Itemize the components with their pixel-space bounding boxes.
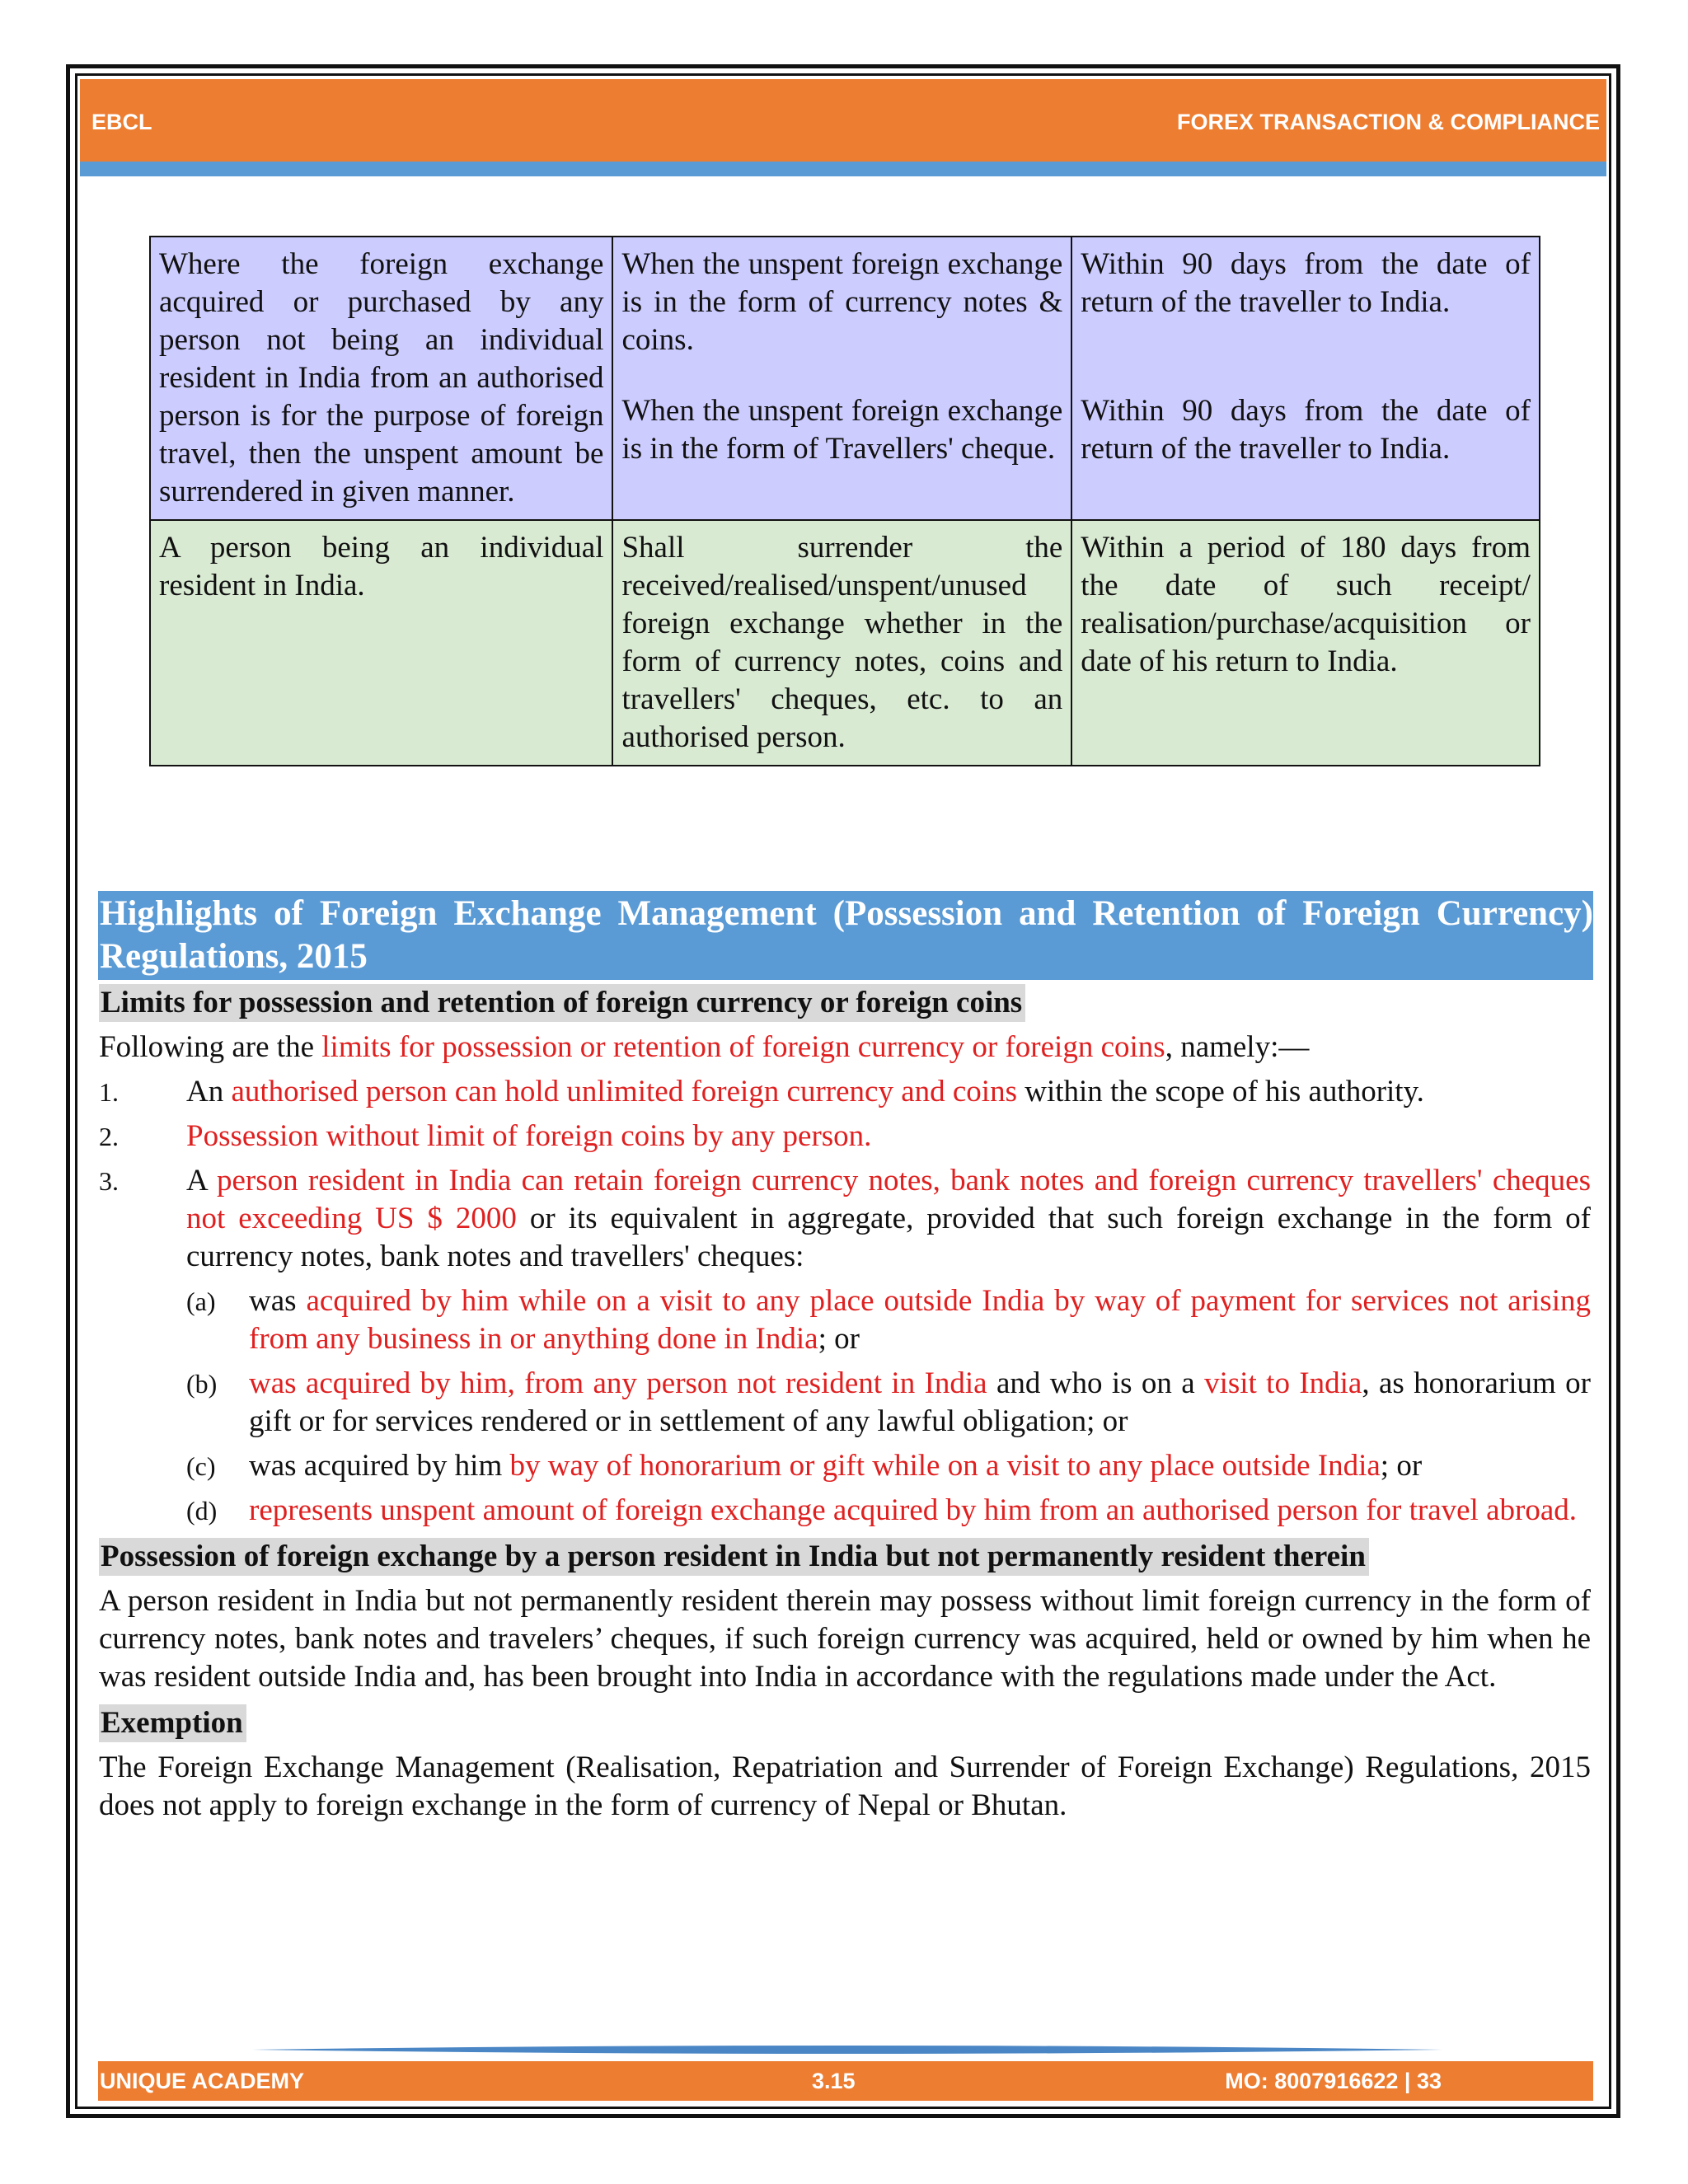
- table-row: [150, 520, 1540, 766]
- cell-text: When the unspent foreign exchange is in the form of Travellers' cheque.: [621, 394, 1063, 466]
- page-footer: [98, 2061, 1593, 2101]
- subheading-limits: Limits for possession and retention of foreign currency or foreign coins: [99, 984, 1025, 1022]
- list-item: 3. A person resident in India can retain foreign currency notes, bank notes and foreign currency travellers' cheques not exceeding US $ 2000 or its equivalent in aggregate, provided that such foreign exchange in the form of currency notes, bank notes and travellers' cheques:: [99, 1164, 1591, 1273]
- list-item: (b) was acquired by him, from any person not resident in India and who is on a visit to India, as honorarium or gift or for services rendered or in settlement of any lawful obligation; or: [186, 1366, 1591, 1438]
- page-number: 3.15: [812, 2069, 856, 2093]
- cell-text: Within 90 days from the date of return of the traveller to India.: [1081, 394, 1531, 466]
- list-item: (d) represents unspent amount of foreign exchange acquired by him from an authorised person for travel abroad.: [186, 1493, 1577, 1527]
- subheading-possession: Possession of foreign exchange by a person resident in India but not permanently resident therein: [99, 1538, 1369, 1576]
- cell-text: When the unspent foreign exchange is in the form of currency notes & coins.: [621, 247, 1063, 357]
- surrender-table: [149, 236, 1540, 766]
- section-heading: Highlights of Foreign Exchange Management (Possession and Retention of Foreign Currency) Regulations, 2015: [98, 891, 1593, 980]
- table-cell: Where the foreign exchange acquired or purchased by any person not being an individual resident in India from an authorised person is for the purpose of foreign travel, then the unspent amount be surrendered in given manner.: [150, 237, 612, 520]
- exemption-paragraph: The Foreign Exchange Management (Realisation, Repatriation and Surrender of Foreign Exchange) Regulations, 2015 does not apply to foreign exchange in the form of currency of Nepal or Bhutan.: [99, 1750, 1591, 1822]
- table-cell: [1071, 237, 1540, 520]
- list-item: (c) was acquired by him by way of honorarium or gift while on a visit to any place outside India; or: [186, 1449, 1423, 1483]
- list-item: 2. Possession without limit of foreign coins by any person.: [99, 1119, 872, 1153]
- table-cell: [612, 237, 1071, 520]
- footer-left: UNIQUE ACADEMY: [100, 2069, 305, 2093]
- footer-right: MO: 8007916622 | 33: [1225, 2069, 1442, 2093]
- table-cell: Shall surrender the received/realised/unspent/unused foreign exchange whether in the form of currency notes, coins and travellers' cheques, etc. to an authorised person.: [612, 520, 1071, 766]
- subheading-exemption: Exemption: [99, 1704, 246, 1742]
- header-stripe: [80, 162, 1606, 176]
- footer-divider: [252, 2044, 1442, 2055]
- intro-paragraph: Following are the limits for possession or retention of foreign currency or foreign coins, namely:—: [99, 1030, 1310, 1064]
- list-item: 1. An authorised person can hold unlimited foreign currency and coins within the scope of his authority.: [99, 1075, 1424, 1108]
- cell-text: Within 90 days from the date of return of the traveller to India.: [1081, 247, 1531, 319]
- possession-paragraph: A person resident in India but not permanently resident therein may possess without limit foreign currency in the form of currency notes, bank notes and travelers’ cheques, if such foreign currency was acquired, held or owned by him when he was resident outside India and, has been brought into India in accordance with the regulations made under the Act.: [99, 1584, 1591, 1694]
- table-cell: A person being an individual resident in India.: [150, 520, 612, 766]
- main-content: [99, 984, 1591, 1825]
- table-row: [150, 237, 1540, 520]
- header-left-title: EBCL: [91, 110, 152, 134]
- table-cell: Within a period of 180 days from the date of such receipt/ realisation/purchase/acquisition or date of his return to India.: [1071, 520, 1540, 766]
- page-header: [80, 79, 1606, 162]
- header-right-title: FOREX TRANSACTION & COMPLIANCE: [1177, 110, 1600, 134]
- list-item: (a) was acquired by him while on a visit to any place outside India by way of payment for services not arising from any business in or anything done in India; or: [186, 1284, 1591, 1356]
